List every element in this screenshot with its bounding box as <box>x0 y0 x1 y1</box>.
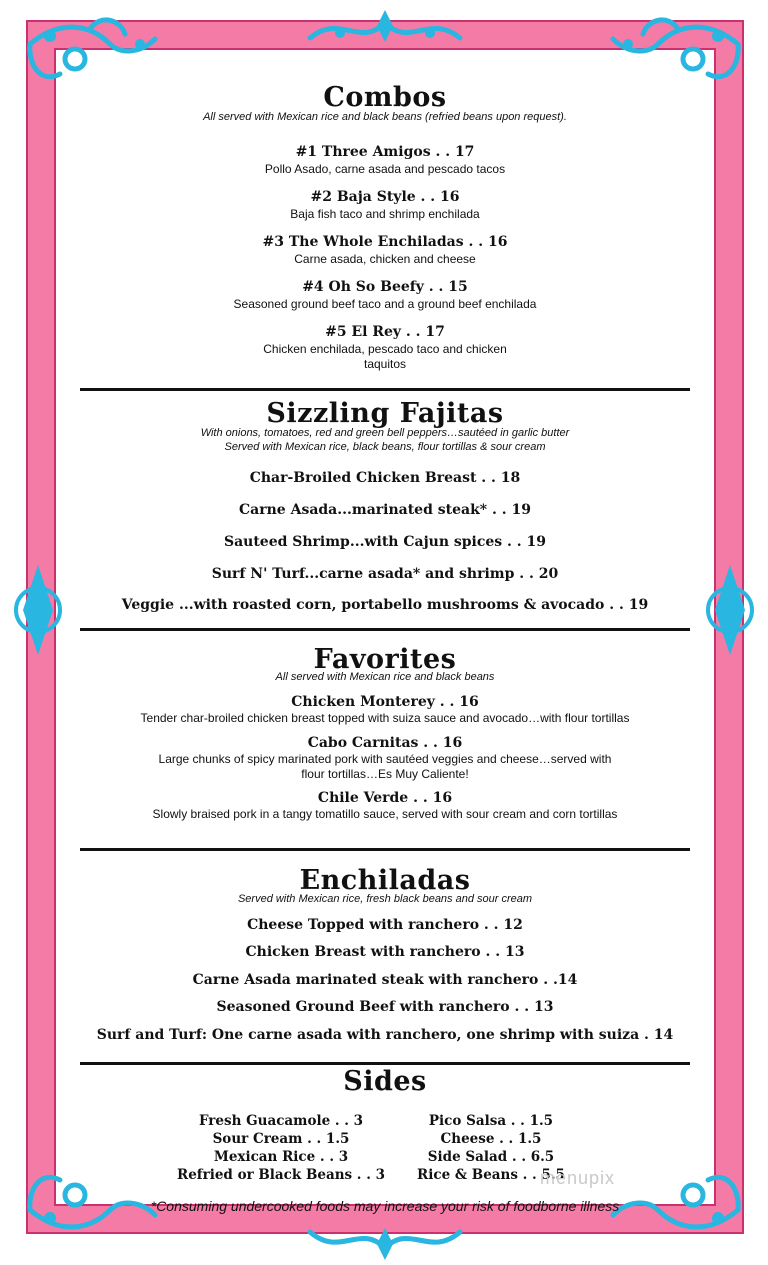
section-title-sides: Sides <box>343 1066 427 1097</box>
fajita-item: Sauteed Shrimp...with Cajun spices . . 19 <box>223 534 547 550</box>
combo-item-desc: Pollo Asado, carne asada and pescado tacos <box>264 162 506 176</box>
enchilada-item: Carne Asada marinated steak with ranchero . .14 <box>192 972 578 988</box>
side-item: Rice & Beans . . 5.5 <box>417 1167 565 1183</box>
combo-item-name: #5 El Rey . . 17 <box>325 324 445 340</box>
favorite-item-desc: Tender char-broiled chicken breast topped with suiza sauce and avocado…with flour tortillas <box>140 711 630 725</box>
section-title-combos: Combos <box>323 82 447 113</box>
section-title-fajitas: Sizzling Fajitas <box>266 398 504 429</box>
sides-list <box>56 1112 714 1192</box>
side-item: Pico Salsa . . 1.5 <box>428 1113 554 1129</box>
section-title-favorites: Favorites <box>313 644 457 675</box>
enchilada-item: Chicken Breast with ranchero . . 13 <box>245 944 525 960</box>
favorites-subtitle: All served with Mexican rice and black beans <box>275 671 495 683</box>
fajita-item: Char-Broiled Chicken Breast . . 18 <box>249 470 521 486</box>
combo-item-name: #4 Oh So Beefy . . 15 <box>302 279 468 295</box>
combo-item-desc: Baja fish taco and shrimp enchilada <box>290 207 480 221</box>
fajita-item: Veggie ...with roasted corn, portabello mushrooms & avocado . . 19 <box>121 597 649 613</box>
enchilada-item: Seasoned Ground Beef with ranchero . . 13 <box>216 999 554 1015</box>
enchilada-item: Cheese Topped with ranchero . . 12 <box>247 917 523 933</box>
side-item: Fresh Guacamole . . 3 <box>198 1113 364 1129</box>
menu-content <box>56 50 714 1204</box>
section-divider <box>80 1062 690 1065</box>
favorite-item-name: Cabo Carnitas . . 16 <box>307 735 463 751</box>
fajita-item: Carne Asada...marinated steak* . . 19 <box>239 502 531 518</box>
combos-subtitle: All served with Mexican rice and black beans (refried beans upon request). <box>203 111 567 123</box>
enchilada-item: Surf and Turf: One carne asada with ranchero, one shrimp with suiza . 14 <box>96 1027 674 1043</box>
favorite-item-name: Chicken Monterey . . 16 <box>291 694 479 710</box>
favorite-item-name: Chile Verde . . 16 <box>317 790 453 806</box>
fajitas-subtitle-2: Served with Mexican rice, black beans, flour tortillas & sour cream <box>224 441 546 453</box>
combo-item-desc: Chicken enchilada, pescado taco and chicken taquitos <box>263 342 507 371</box>
footer-disclaimer: *Consuming undercooked foods may increase your risk of foodborne illness <box>150 1198 620 1214</box>
fajita-item: Surf N' Turf...carne asada* and shrimp . . 20 <box>211 566 559 582</box>
sides-column-left <box>176 1112 386 1184</box>
enchiladas-subtitle: Served with Mexican rice, fresh black beans and sour cream <box>237 893 533 905</box>
side-item: Side Salad . . 6.5 <box>427 1149 555 1165</box>
fajitas-subtitle-1: With onions, tomatoes, red and green bell peppers…sautéed in garlic butter <box>200 427 570 439</box>
side-item: Cheese . . 1.5 <box>440 1131 542 1147</box>
combo-item-desc: Seasoned ground beef taco and a ground beef enchilada <box>233 297 537 311</box>
ornament-bottom-center <box>300 1218 470 1262</box>
side-item: Mexican Rice . . 3 <box>213 1149 349 1165</box>
watermark: menupix <box>540 1168 616 1188</box>
side-item: Sour Cream . . 1.5 <box>212 1131 350 1147</box>
section-divider <box>80 628 690 631</box>
combo-item-name: #2 Baja Style . . 16 <box>310 189 460 205</box>
favorite-item-desc: Slowly braised pork in a tangy tomatillo sauce, served with sour cream and corn tortillas <box>152 807 618 821</box>
combo-item-desc: Carne asada, chicken and cheese <box>294 252 476 266</box>
favorite-item-desc: Large chunks of spicy marinated pork with sautéed veggies and cheese…served with flour tortillas…Es Muy Caliente! <box>158 752 612 781</box>
combo-item-name: #3 The Whole Enchiladas . . 16 <box>262 234 508 250</box>
section-divider <box>80 388 690 391</box>
section-title-enchiladas: Enchiladas <box>299 865 471 896</box>
side-item: Refried or Black Beans . . 3 <box>176 1167 386 1183</box>
combo-item-name: #1 Three Amigos . . 17 <box>295 144 475 160</box>
section-divider <box>80 848 690 851</box>
